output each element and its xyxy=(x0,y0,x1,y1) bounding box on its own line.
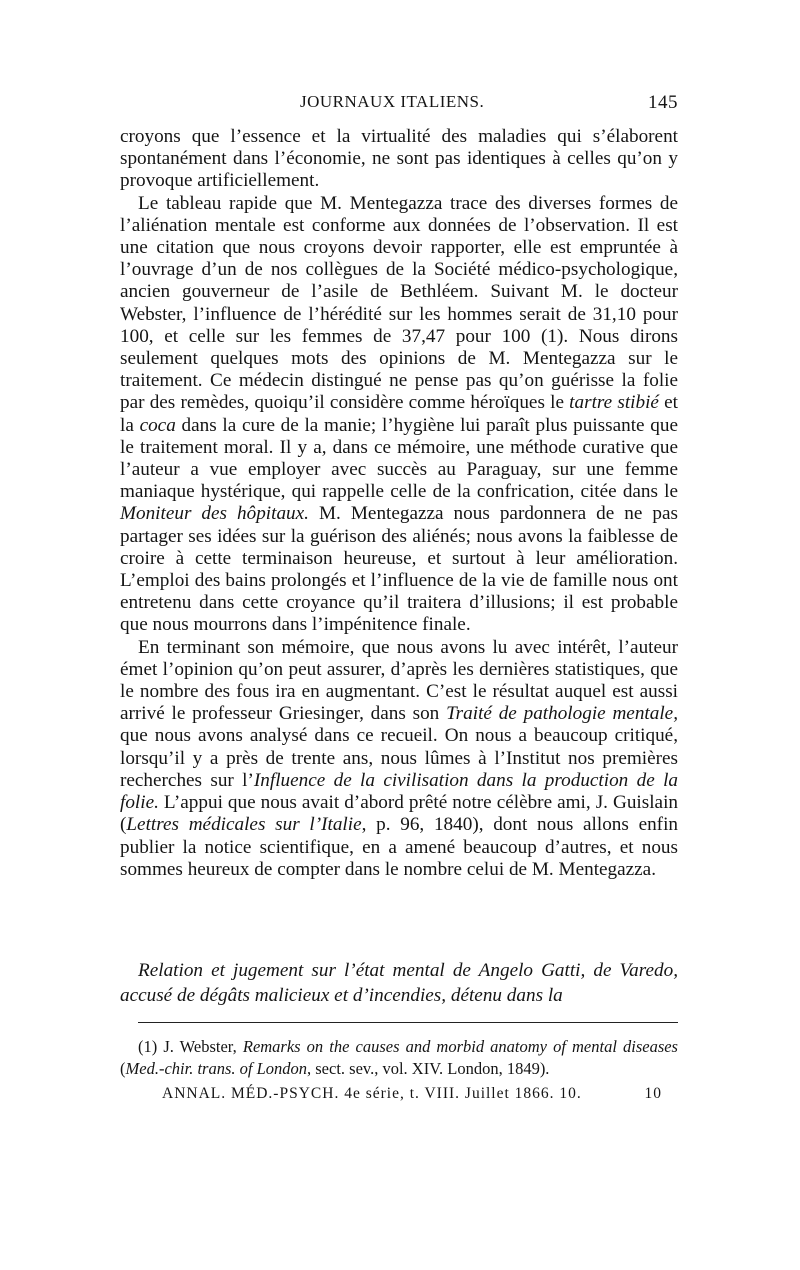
text-run: croyons que l’essence et la virtualité des maladies qui s’élaborent spontanément dans l’économie, ne sont pas identiques à celles qu’on y provoque artificiellement. xyxy=(120,126,678,192)
text-run: que nous avons analysé dans ce recueil. On nous a beaucoup critiqué, lorsqu’il y a près de trente ans, nous lûmes à l’Institut nos premières recherches sur l’ xyxy=(120,725,678,791)
text-run: En terminant son mémoire, que nous avons lu avec intérêt, l’auteur émet l’opinion qu’on peut assurer, d’après les dernières statistiques, que le nombre des fous ira en augmentant. C’est le résultat auquel est aussi arrivé le professeur Griesinger, dans son xyxy=(120,636,678,725)
sheet-number: 10 xyxy=(644,1085,662,1102)
paragraph xyxy=(120,637,678,881)
italic-text: Traité de pathologie mentale, xyxy=(446,703,678,725)
signature-text: ANNAL. MÉD.-PSYCH. 4e série, t. VIII. Juillet 1866. 10. xyxy=(162,1085,582,1102)
italic-text: Med.-chir. trans. of London xyxy=(125,1059,307,1078)
text-run: et la xyxy=(120,392,678,436)
italic-text: coca xyxy=(139,414,176,436)
italic-text: Remarks on the causes and morbid anatomy of mental diseases xyxy=(242,1037,678,1056)
italic-text: Lettres médicales sur l’Italie xyxy=(126,814,362,836)
running-head-title: JOURNAUX ITALIENS. xyxy=(300,92,485,111)
text-run: L’appui que nous avait d’abord prêté notre célèbre ami, J. Guislain ( xyxy=(120,792,678,836)
section-heading: Relation et jugement sur l’état mental de Angelo Gatti, de Varedo, accusé de dégâts malicieux et d’incendies, détenu dans la xyxy=(120,960,678,1006)
body-text xyxy=(120,126,678,881)
text-run: , sect. sev., vol. XIV. London, 1849). xyxy=(307,1059,550,1078)
printer-signature xyxy=(162,1085,662,1103)
running-head xyxy=(120,92,678,118)
page-number: 145 xyxy=(648,92,678,113)
paragraph xyxy=(120,193,678,637)
footnote xyxy=(120,1036,678,1080)
text-run: ( xyxy=(120,1059,126,1078)
text-run: dans la cure de la manie; l’hygiène lui paraît plus puissante que le traitement moral. Il y a, dans ce mémoire, une méthode curative que l’auteur a vue employer avec succès au Paraguay, sur une femme maniaque hystérique, qui rappelle celle de la confrication, citée dans le xyxy=(120,414,678,503)
italic-text: Moniteur des hôpitaux. xyxy=(120,503,309,525)
text-run: Le tableau rapide que M. Mentegazza trace des diverses formes de l’aliénation mentale est conforme aux données de l’observation. Il est une citation que nous croyons devoir rapporter, elle est empruntée à l’ouvrage d’un de nos collègues de la Société médico-psychologique, ancien gouverneur de l’asile de Bethléem. Suivant M. le docteur Webster, l’influence de l’hérédité sur les hommes serait de 31,10 pour 100, et celle sur les femmes de 37,47 pour 100 (1). Nous dirons seulement quelques mots des opinions de M. Mentegazza sur le traitement. Ce médecin distingué ne pense pas qu’on guérisse la folie par des remèdes, quoiqu’il considère comme héroïques le xyxy=(120,192,678,414)
footnote-divider xyxy=(138,1022,678,1023)
paragraph xyxy=(120,126,678,193)
text-run: , p. 96, 1840), dont nous allons enfin publier la notice scientifique, en a amené beaucoup d’autres, et nous sommes heureux de compter dans le nombre celui de M. Mentegazza. xyxy=(120,814,678,880)
italic-text: tartre stibié xyxy=(569,392,659,414)
text-run: (1) J. Webster, xyxy=(138,1037,243,1056)
italic-text: Influence de la civilisation dans la production de la folie. xyxy=(120,769,678,814)
text-run: M. Mentegazza nous pardonnera de ne pas partager ses idées sur la guérison des aliénés; nous avons la faiblesse de croire à cette terminaison heureuse, et surtout à leur amélioration. L’emploi des bains prolongés et l’influence de la vie de famille nous ont entretenu dans cette croyance qu’il traitera d’illusions; il est probable que nous mourrons dans l’impénitence finale. xyxy=(120,503,678,636)
